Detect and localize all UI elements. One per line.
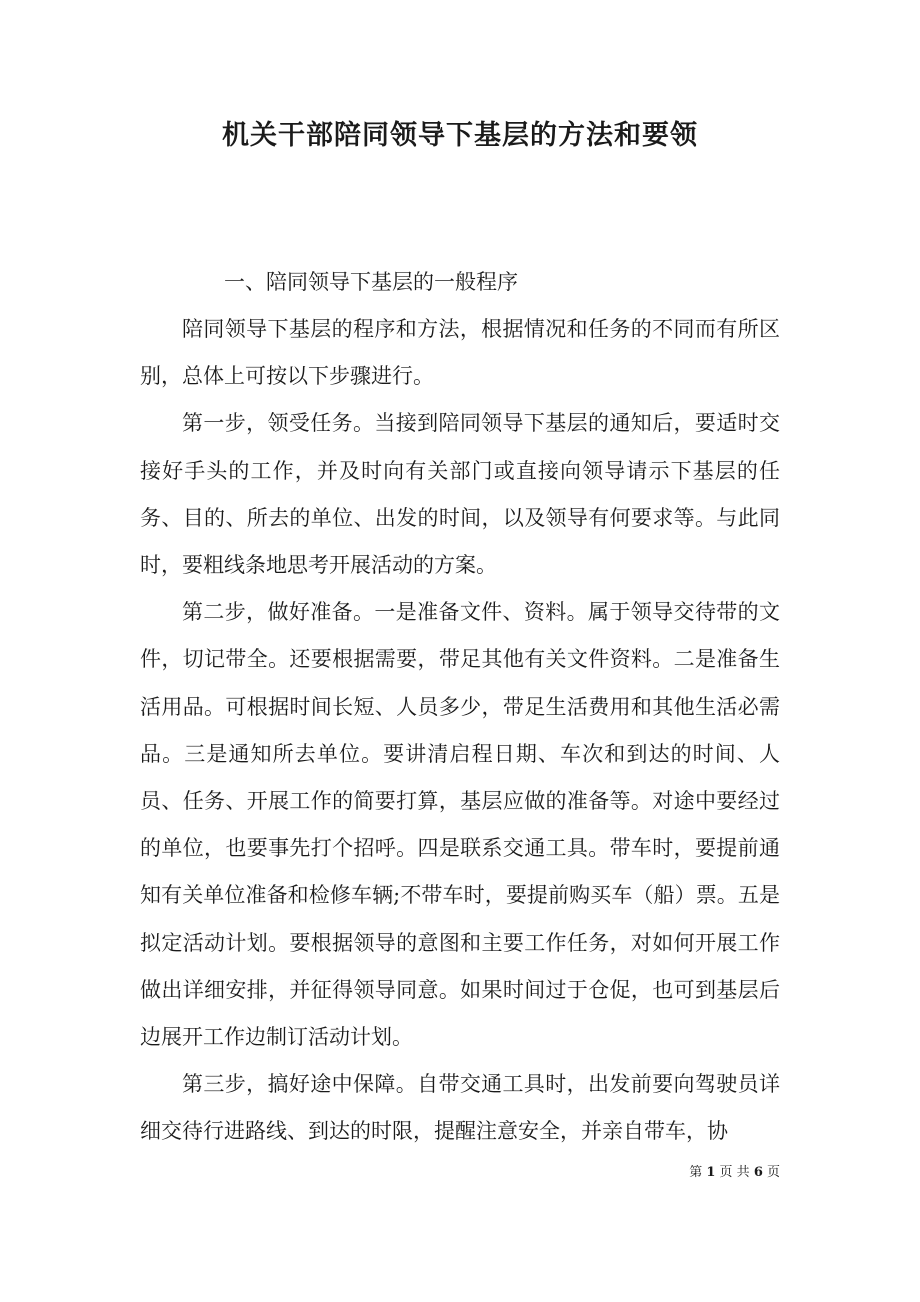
section-heading: 一、陪同领导下基层的一般程序	[224, 270, 518, 294]
footer-total-pages: 6	[753, 1165, 763, 1180]
footer-suffix: 页	[762, 1165, 780, 1180]
footer-prefix: 第	[689, 1165, 707, 1180]
footer-middle: 页 共	[715, 1165, 754, 1180]
paragraph-intro: 陪同领导下基层的程序和方法，根据情况和任务的不同而有所区别，总体上可按以下步骤进行。	[140, 317, 780, 389]
footer-current-page: 1	[706, 1165, 716, 1180]
paragraph-step-three: 第三步，搞好途中保障。自带交通工具时，出发前要向驾驶员详细交待行进路线、到达的时限，提醒注意安全，并亲自带车，协	[140, 1072, 780, 1144]
document-title: 机关干部陪同领导下基层的方法和要领	[222, 120, 698, 151]
paragraph-step-one: 第一步，领受任务。当接到陪同领导下基层的通知后，要适时交接好手头的工作，并及时向有关部门或直接向领导请示下基层的任务、目的、所去的单位、出发的时间，以及领导有何要求等。与此同时，要粗线条地思考开展活动的方案。	[140, 411, 780, 578]
page-footer	[689, 1163, 780, 1183]
paragraph-step-two: 第二步，做好准备。一是准备文件、资料。属于领导交待带的文件，切记带全。还要根据需要，带足其他有关文件资料。二是准备生活用品。可根据时间长短、人员多少，带足生活费用和其他生活必需品。三是通知所去单位。要讲清启程日期、车次和到达的时间、人员、任务、开展工作的简要打算，基层应做的准备等。对途中要经过的单位，也要事先打个招呼。四是联系交通工具。带车时，要提前通知有关单位准备和检修车辆;不带车时，要提前购买车（船）票。五是拟定活动计划。要根据领导的意图和主要工作任务，对如何开展工作做出详细安排，并征得领导同意。如果时间过于仓促，也可到基层后边展开工作边制订活动计划。	[140, 600, 780, 1050]
document-body	[140, 259, 780, 1156]
